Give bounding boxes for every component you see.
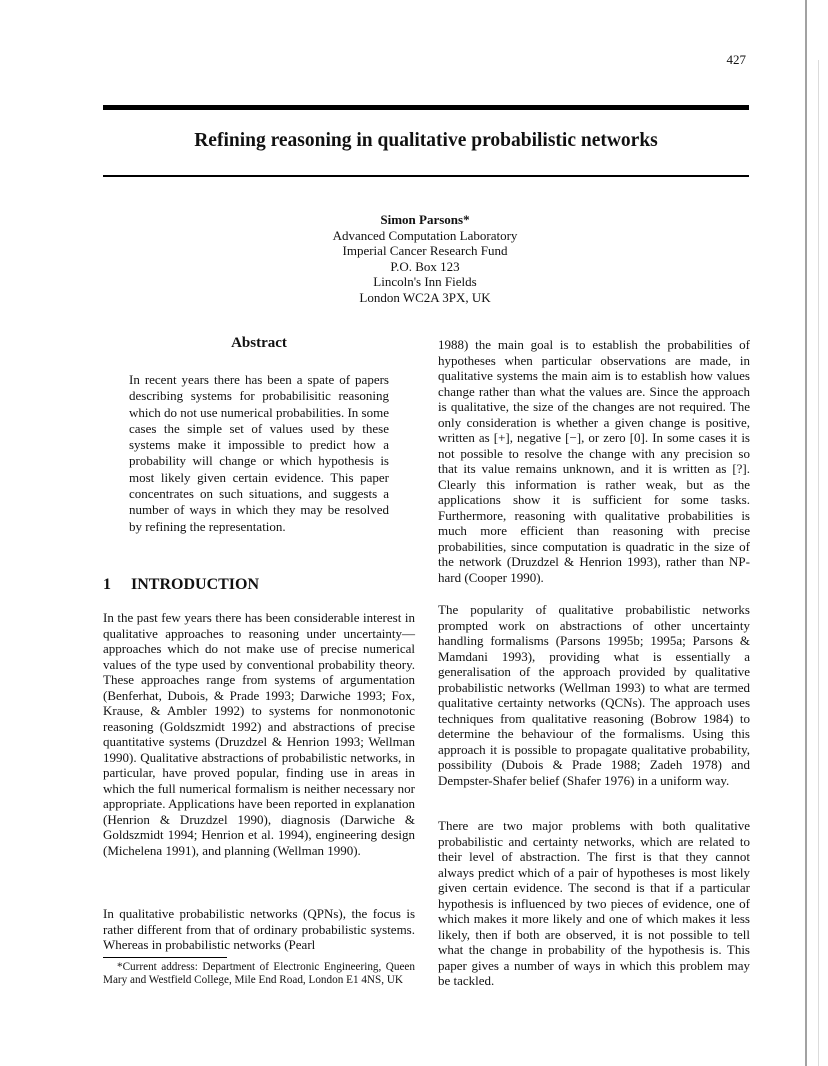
page-number: 427 [726, 52, 746, 67]
affiliation-line: Imperial Cancer Research Fund [342, 243, 508, 259]
section-number: 1 [103, 576, 111, 593]
footnote-text: *Current address: Department of Electronic Engineering, Queen Mary and Westfield College, Mile End Road, London E1 4NS, UK [103, 961, 415, 987]
section-title: INTRODUCTION [131, 576, 260, 593]
scan-edge-line [805, 0, 807, 1066]
paper-title: Refining reasoning in qualitative probabilistic networks [194, 130, 658, 151]
body-paragraph: There are two major problems with both qualitative probabilistic and certainty networks, which are related to their level of abstraction. The first is that they cannot always predict which of a pair of hypotheses is most likely given certain evidence. The second is that if a particular hypothesis is influenced by two pieces of evidence, one of which makes it more likely and one of which makes it less likely, then if both are observed, it is not possible to tell what the change in probability of the hypothesis is. This paper gives a number of ways in which this problem may be tackled. [438, 818, 750, 988]
abstract-heading: Abstract [231, 335, 287, 351]
intro-paragraph: In the past few years there has been considerable interest in qualitative approaches to reasoning under uncertainty—approaches which do not make use of precise numerical values of the type used by conventional probability theory. These approaches range from systems of argumentation (Benferhat, Dubois, & Prade 1993; Darwiche 1993; Fox, Krause, & Ambler 1992) to systems for nonmonotonic reasoning (Goldszmidt 1992) and abstractions of precise quantitative systems (Druzdzel & Henrion 1993; Wellman 1990). Qualitative abstractions of probabilistic networks, in particular, have proved popular, finding use in areas in which the full numerical formalism is neither necessary nor appropriate. Applications have been reported in explanation (Henrion & Druzdzel 1990), diagnosis (Darwiche & Goldszmidt 1994; Henrion et al. 1994), engineering design (Michelena 1991), and planning (Wellman 1990). [103, 610, 415, 858]
footnote [103, 961, 415, 987]
affiliation-line: P.O. Box 123 [390, 258, 460, 274]
intro-paragraph: In qualitative probabilistic networks (QPNs), the focus is rather different from that of ordinary probabilistic systems. Whereas in probabilistic networks (Pearl [103, 906, 415, 952]
section-heading [103, 576, 259, 594]
footnote-rule [103, 957, 227, 958]
author-block [250, 212, 600, 306]
title-bottom-rule [103, 175, 749, 177]
scan-edge-line-faint [818, 60, 819, 1066]
affiliation-line: Lincoln's Inn Fields [373, 274, 477, 290]
abstract-text: In recent years there has been a spate of papers describing systems for probabilisitic reasoning which do not use numerical probabilities. In some cases the simple set of values used by these systems make it impossible to predict how a probability will change or which hypothesis is most likely given certain evidence. This paper concentrates on such situations, and suggests a number of ways in which they may be resolved by refining the representation. [129, 372, 389, 534]
title-top-rule [103, 105, 749, 110]
author-name: Simon Parsons* [380, 212, 470, 227]
body-paragraph: 1988) the main goal is to establish the probabilities of hypotheses when particular observations are made, in qualitative systems the main aim is to establish how values change rather than what the values are. Since the approach is qualitative, the size of the changes are not required. The only consideration is whether a given change is positive, written as [+], negative [−], or zero [0]. In some cases it is not possible to resolve the change with any precision so that its value remains unknown, and it is written as [?]. Clearly this information is rather weak, but as the applications show it is sufficient for some tasks. Furthermore, reasoning with qualitative probabilities is much more efficient than reasoning with precise probabilities, since computation is quadratic in the size of the network (Druzdzel & Henrion 1993), rather than NP-hard (Cooper 1990). [438, 337, 750, 585]
body-paragraph: The popularity of qualitative probabilistic networks prompted work on abstractions of other uncertainty handling formalisms (Parsons 1995b; 1995a; Parsons & Mamdani 1993), providing what is essentially a generalisation of the approach provided by qualitative probabilistic networks (Wellman 1993) to what are termed qualitative certainty networks (QCNs). The approach uses techniques from qualitative reasoning (Bobrow 1984) to determine the behaviour of the formalisms. Using this approach it is possible to propagate qualitative probability, possibility (Dubois & Prade 1988; Zadeh 1978) and Dempster-Shafer belief (Shafer 1976) in a uniform way. [438, 602, 750, 788]
affiliation-line: London WC2A 3PX, UK [359, 289, 491, 305]
affiliation-line: Advanced Computation Laboratory [332, 227, 518, 243]
